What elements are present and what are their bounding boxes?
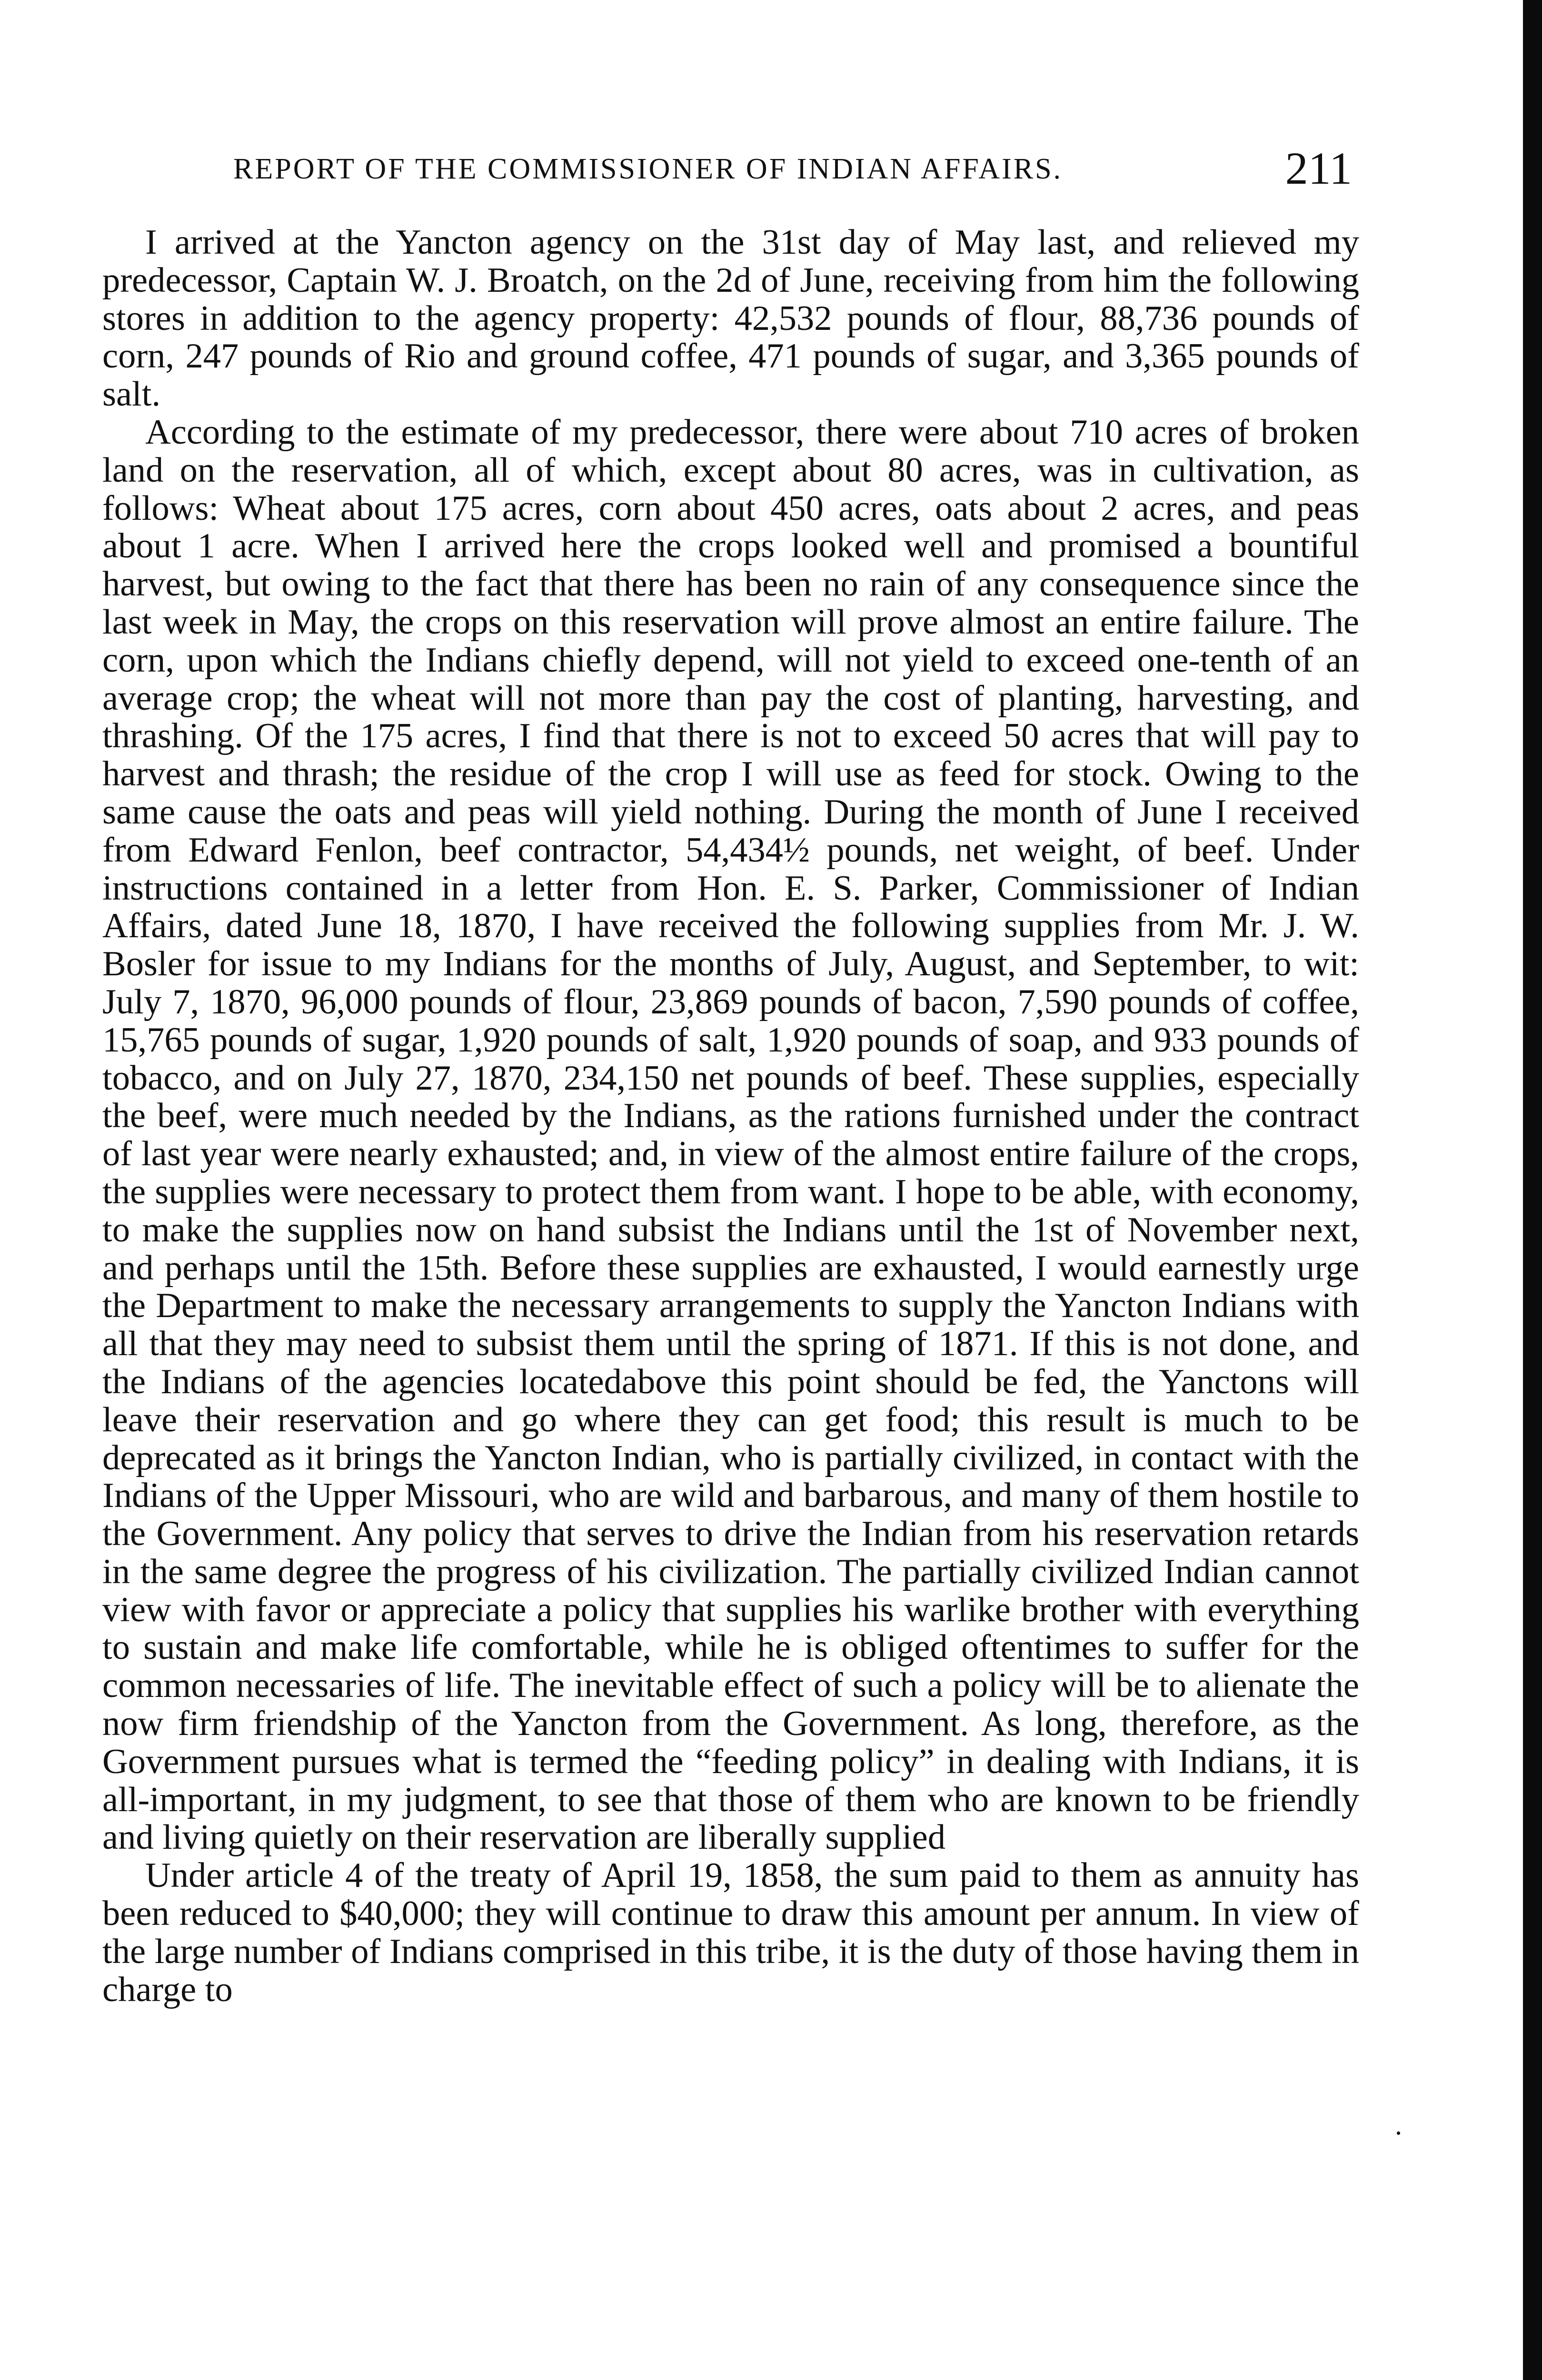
running-header xyxy=(229,138,1371,195)
margin-mark: . xyxy=(1395,2109,1402,2141)
paragraph-annuity: Under article 4 of the treaty of April 19, 1858, the sum paid to them as annuity has been reduced to $40,000; they will continue to draw this amount per annum. In view of the large number of Indians comprised in this tribe, it is the duty of those having them in charge to xyxy=(102,1856,1359,2009)
paragraph-arrival: I arrived at the Yancton agency on the 31st day of May last, and relieved my predecessor, Captain W. J. Broatch, on the 2d of June, receiving from him the following stores in addition to the agency property: 42,532 pounds of flour, 88,736 pounds of corn, 247 pounds of Rio and ground coffee, 471 pounds of sugar, and 3,365 pounds of salt. xyxy=(102,223,1359,414)
body-text xyxy=(102,224,1359,2009)
running-title: REPORT OF THE COMMISSIONER OF INDIAN AFFAIRS. xyxy=(233,153,1063,185)
page-number: 211 xyxy=(1285,143,1352,194)
scan-edge-shadow xyxy=(1523,0,1542,2380)
paragraph-crops-and-supplies: According to the estimate of my predecessor, there were about 710 acres of broken land on the reservation, all of which, except about 80 acres, was in cultivation, as follows: Wheat about 175 acres, corn about 450 acres, oats about 2 acres, and peas about 1 acre. When I arrived here the crops looked well and promised a bountiful harvest, but owing to the fact that there has been no rain of any consequence since the last week in May, the crops on this reservation will prove almost an entire failure. The corn, upon which the Indians chiefly depend, will not yield to exceed one-tenth of an average crop; the wheat will not more than pay the cost of planting, harvesting, and thrashing. Of the 175 acres, I find that there is not to exceed 50 acres that will pay to harvest and thrash; the residue of the crop I will use as feed for stock. Owing to the same cause the oats and peas will yield nothing. During the month of June I received from Edward Fenlon, beef contractor, 54,434½ pounds, net weight, of beef. Under instructions contained in a letter from Hon. E. S. Parker, Commissioner of Indian Affairs, dated June 18, 1870, I have received the following supplies from Mr. J. W. Bosler for issue to my Indians for the months of July, August, and September, to wit: July 7, 1870, 96,000 pounds of flour, 23,869 pounds of bacon, 7,590 pounds of coffee, 15,765 pounds of sugar, 1,920 pounds of salt, 1,920 pounds of soap, and 933 pounds of tobacco, and on July 27, 1870, 234,150 net pounds of beef. These supplies, especially the beef, were much needed by the Indians, as the rations furnished under the contract of last year were nearly exhausted; and, in view of the almost entire failure of the crops, the supplies were necessary to protect them from want. I hope to be able, with economy, to make the supplies now on hand subsist the Indians until the 1st of November next, and perhaps until the 15th. Before these supplies are exhausted, I would earnestly urge the Department to make the necessary arrangements to supply the Yancton Indians with all that they may need to subsist them until the spring of 1871. If this is not done, and the Indians of the agencies locatedabove this point should be fed, the Yanctons will leave their reservation and go where they can get food; this result is much to be deprecated as it brings the Yancton Indian, who is partially civilized, in contact with the Indians of the Upper Missouri, who are wild and barbarous, and many of them hostile to the Government. Any policy that serves to drive the Indian from his reservation retards in the same degree the progress of his civilization. The partially civilized Indian cannot view with favor or appreciate a policy that supplies his warlike brother with everything to sustain and make life comfortable, while he is obliged oftentimes to suffer for the common necessaries of life. The inevitable effect of such a policy will be to alienate the now firm friendship of the Yancton from the Government. As long, therefore, as the Government pursues what is termed the “feeding policy” in dealing with Indians, it is all-important, in my judgment, to see that those of them who are known to be friendly and living quietly on their reservation are liberally supplied xyxy=(102,412,1359,1857)
